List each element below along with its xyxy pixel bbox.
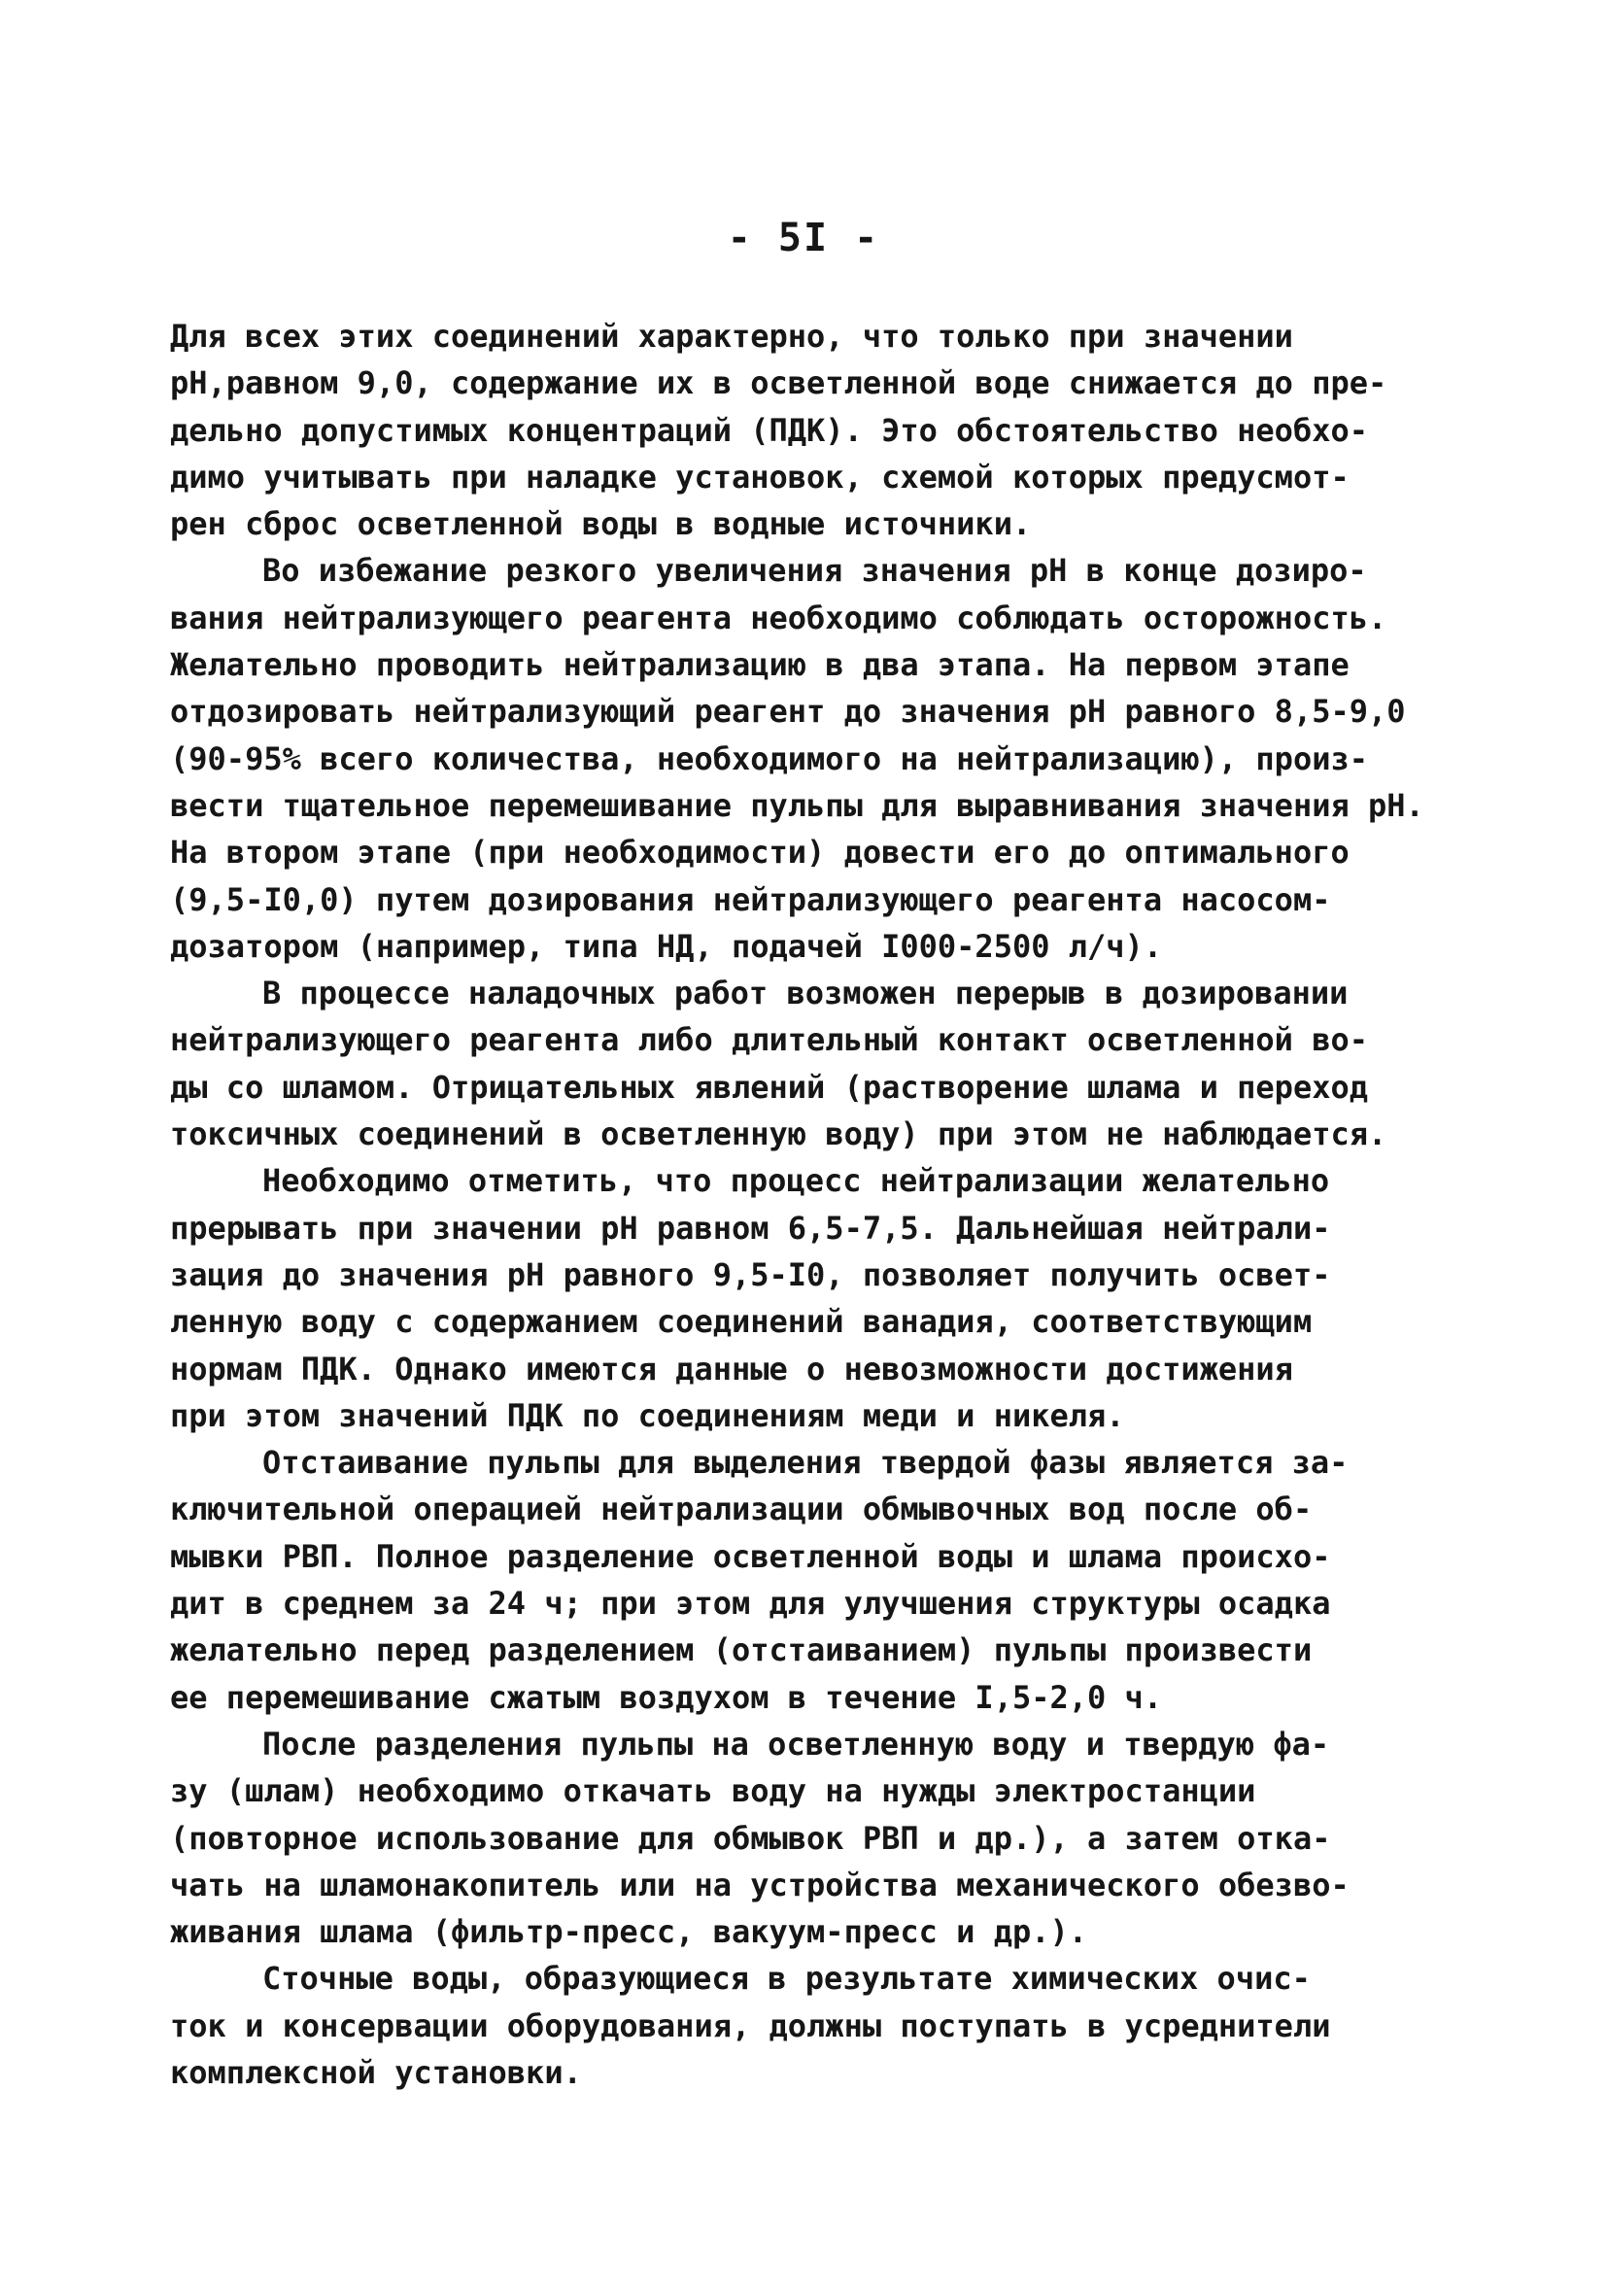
text-line: нейтрализующего реагента либо длительный контакт осветленной во- [170,1021,1368,1059]
text-line: нормам ПДК. Однако имеются данные о невозможности достижения [170,1350,1293,1388]
paragraph-start-line: Отстаивание пульпы для выделения твердой фазы является за- [262,1444,1349,1482]
text-line: ток и консервации оборудования, должны поступать в усреднители [170,2006,1331,2044]
text-line: pH,равном 9,0, содержание их в осветленной воде снижается до пре- [170,364,1387,402]
text-line: отдозировать нейтрализующий реагент до значения pH равного 8,5-9,0 [170,693,1406,731]
text-line: желательно перед разделением (отстаиванием) пульпы произвести [170,1631,1313,1669]
paragraph-start-line: Сточные воды, образующиеся в результате химических очис- [262,1960,1311,1998]
body-text [170,313,1443,2096]
text-line: дит в среднем за 24 ч; при этом для улучшения структуры осадка [170,1585,1331,1623]
text-line: дельно допустимых концентраций (ПДК). Это обстоятельство необхо- [170,411,1368,449]
text-line: мывки РВП. Полное разделение осветленной воды и шлама происхо- [170,1537,1331,1575]
text-line: (9,5-I0,0) путем дозирования нейтрализующего реагента насосом- [170,880,1331,918]
text-line: прерывать при значении pH равном 6,5-7,5. Дальнейшая нейтрали- [170,1209,1331,1247]
text-line: (90-95% всего количества, необходимого на нейтрализацию), произ- [170,739,1368,777]
text-line: зация до значения pH равного 9,5-I0, позволяет получить освет- [170,1255,1331,1293]
text-line: токсичных соединений в осветленную воду) при этом не наблюдается. [170,1115,1387,1153]
text-line: Для всех этих соединений характерно, что только при значении [170,318,1293,355]
text-line: ключительной операцией нейтрализации обмывочных вод после об- [170,1491,1313,1528]
text-line: вести тщательное перемешивание пульпы для выравнивания значения pH. [170,786,1424,824]
text-line: димо учитывать при наладке установок, схемой которых предусмот- [170,458,1350,496]
page-number: - 5I - [727,216,880,260]
paragraph-start-line: В процессе наладочных работ возможен перерыв в дозировании [262,975,1349,1012]
text-line: ленную воду с содержанием соединений ванадия, соответствующим [170,1303,1313,1341]
text-line: зу (шлам) необходимо откачать воду на нужды электростанции [170,1772,1256,1810]
text-line: На втором этапе (при необходимости) довести его до оптимального [170,834,1350,872]
text-line: комплексной установки. [170,2053,582,2091]
paragraph-start-line: После разделения пульпы на осветленную воду и твердую фа- [262,1725,1330,1763]
text-line: ее перемешивание сжатым воздухом в течение I,5-2,0 ч. [170,1678,1163,1716]
text-line: чать на шламонакопитель или на устройства механического обезво- [170,1866,1350,1903]
text-line: вания нейтрализующего реагента необходимо соблюдать осторожность. [170,599,1387,636]
paragraph-start-line: Необходимо отметить, что процесс нейтрализации желательно [262,1162,1330,1200]
text-line: (повторное использование для обмывок РВП и др.), а затем отка- [170,1819,1331,1857]
text-line: дозатором (например, типа НД, подачей I000-2500 л/ч). [170,927,1163,965]
text-line: Желательно проводить нейтрализацию в два этапа. На первом этапе [170,646,1350,684]
paragraph-start-line: Во избежание резкого увеличения значения pH в конце дозиро- [262,552,1367,590]
text-line: рен сброс осветленной воды в водные источники. [170,505,1032,543]
text-line: живания шлама (фильтр-пресс, вакуум-пресс и др.). [170,1913,1088,1951]
text-line: ды со шламом. Отрицательных явлений (растворение шлама и переход [170,1068,1368,1106]
text-line: при этом значений ПДК по соединениям меди и никеля. [170,1396,1125,1434]
